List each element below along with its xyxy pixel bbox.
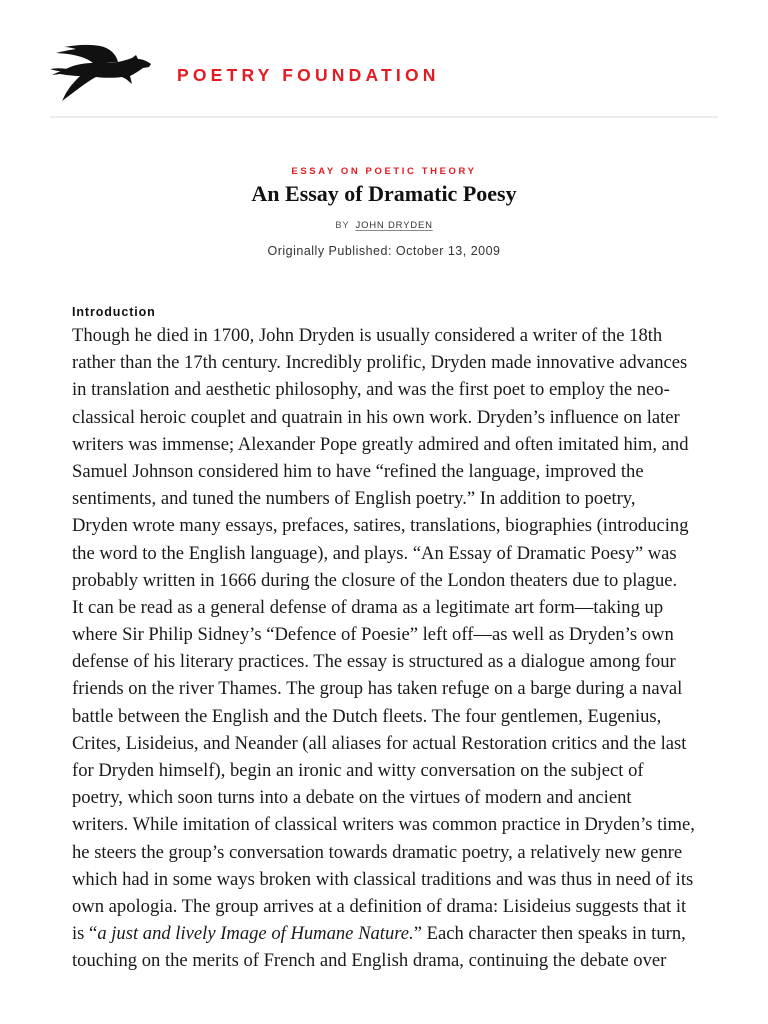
publication-date: Originally Published: October 13, 2009 [267,244,501,258]
pegasus-wing-shape [56,45,118,64]
body-line: rather than the 17th century. Incredibly prolific, Dryden made innovative advances [72,352,688,374]
body-line: where Sir Philip Sidney’s “Defence of Poesie” left off—as well as Dryden’s own [72,624,674,646]
body-line: friends on the river Thames. The group has taken refuge on a barge during a naval [72,678,683,700]
body-line: defense of his literary practices. The essay is structured as a dialogue among four [72,651,676,673]
body-line: classical heroic couplet and quatrain in his own work. Dryden’s influence on later [72,406,680,428]
header-divider [50,116,718,118]
body-line: for Dryden himself), begin an ironic and witty conversation on the subject of [72,760,644,781]
body-line: touching on the merits of French and English drama, continuing the debate over [72,950,667,972]
section-heading: Introduction [72,305,156,319]
body-line: Though he died in 1700, John Dryden is usually considered a writer of the 18th [72,325,663,346]
body-line: writers. While imitation of classical writers was common practice in Dryden’s time, [72,814,695,836]
body-line: the word to the English language), and plays. “An Essay of Dramatic Poesy” was [72,542,677,564]
quote-lead-in: is “ [72,923,98,945]
article-category: ESSAY ON POETIC THEORY [291,166,477,177]
pegasus-tail-shape [50,68,68,71]
pegasus-logo-icon [50,44,152,102]
body-line: battle between the English and the Dutch fleets. The four gentlemen, Eugenius, [72,705,662,727]
body-line: Crites, Lisideius, and Neander (all aliases for actual Restoration critics and the last [72,732,687,754]
body-line-with-quote [72,920,712,947]
italic-quotation: a just and lively Image of Humane Nature. [97,923,414,945]
quote-continuation: ” Each character then speaks in turn, [413,923,686,945]
brand-name-link[interactable]: POETRY FOUNDATION [177,65,440,85]
body-line: Dryden wrote many essays, prefaces, satires, translations, biographies (introducing [72,515,689,537]
body-line: writers was immense; Alexander Pope greatly admired and often imitated him, and [72,433,689,455]
body-line: It can be read as a general defense of drama as a legitimate art form—taking up [72,596,664,618]
body-line: sentiments, and tuned the numbers of English poetry.” In addition to poetry, [72,488,636,510]
body-line: Samuel Johnson considered him to have “refined the language, improved the [72,460,644,482]
body-line: which had in some ways broken with classical traditions and was thus in need of its [72,868,694,890]
body-line: in translation and aesthetic philosophy, and was the first poet to employ the neo- [72,379,670,401]
author-link[interactable]: JOHN DRYDEN [355,220,433,231]
body-line: poetry, which soon turns into a debate on the virtues of modern and ancient [72,787,632,809]
home-logo-link[interactable] [50,44,152,102]
article-title: An Essay of Dramatic Poesy [251,181,517,206]
byline-prefix: BY [335,220,350,231]
body-line: probably written in 1666 during the closure of the London theaters due to plague. [72,569,678,591]
article-body [72,322,712,975]
body-line: own apologia. The group arrives at a definition of drama: Lisideius suggests that it [72,895,687,917]
byline [0,219,768,233]
body-line: he steers the group’s conversation towards dramatic poetry, a relatively new genre [72,841,683,863]
